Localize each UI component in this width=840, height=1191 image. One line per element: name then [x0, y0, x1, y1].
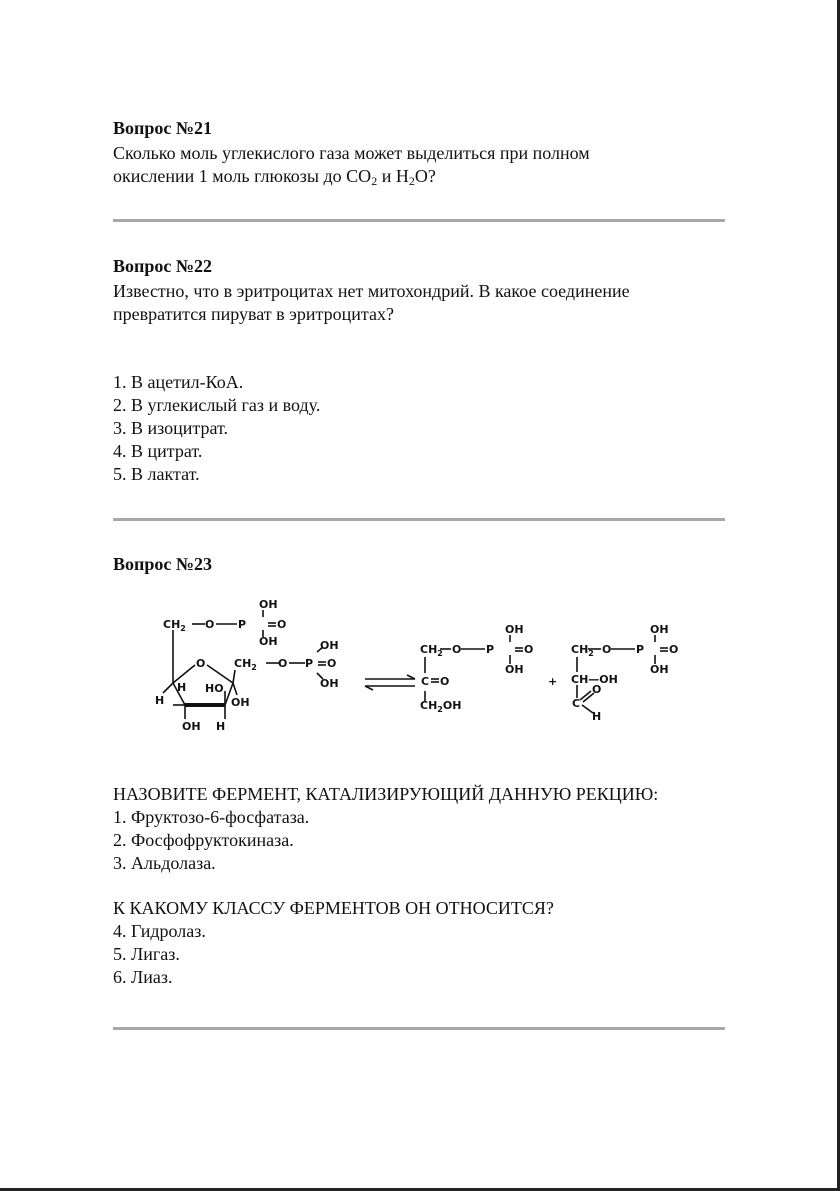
option-4: 4. Гидролаз.: [113, 921, 206, 941]
separator-3: [113, 1027, 725, 1030]
f16bp-oh-1: OH: [259, 598, 278, 611]
f16bp-o-3: O: [278, 657, 288, 670]
question-23-body: [113, 783, 733, 989]
dhap-ch2oh: $CH_2OH$: [420, 699, 462, 714]
f16bp-h-1: H: [177, 681, 187, 694]
dhap-p: P: [486, 643, 495, 656]
option-2: 2. В углекислый газ и воду.: [113, 395, 321, 415]
question-21-title: Вопрос №21: [113, 118, 212, 138]
dhap-c: C: [421, 675, 430, 688]
dhap-oh-1: OH: [505, 623, 524, 636]
enzyme-class-options: [113, 920, 733, 989]
dhap-o-1: O: [452, 643, 462, 656]
dhap-oh-2: OH: [505, 663, 524, 676]
f16bp-p-2: P: [305, 657, 314, 670]
f16bp-h-2: H: [155, 694, 165, 707]
f16bp-oh-2: OH: [259, 635, 278, 648]
f16bp-p-1: P: [238, 618, 247, 631]
question-22: [113, 255, 733, 486]
f16bp-ch2-ring: $CH_2$: [234, 657, 257, 672]
option-5: 5. Лигаз.: [113, 944, 180, 964]
gap-ch2: $CH_2$: [571, 643, 594, 658]
question-21-line-2: окислении 1 моль глюкозы до $CO_2$ и $H_2O$?: [113, 166, 436, 188]
f16bp-o-4: O: [327, 657, 337, 670]
option-4: 4. В цитрат.: [113, 441, 203, 461]
question-22-title: Вопрос №22: [113, 256, 212, 276]
plus-sign: +: [548, 675, 558, 688]
separator-1: [113, 219, 725, 222]
gap-o-1: O: [602, 643, 612, 656]
gap-c: C: [572, 697, 581, 710]
option-2: 2. Фосфофруктокиназа.: [113, 830, 294, 850]
gap-h: H: [592, 710, 602, 723]
f16bp-o-2: O: [277, 618, 287, 631]
option-3: 3. В изоцитрат.: [113, 418, 229, 438]
option-6: 6. Лиаз.: [113, 967, 173, 987]
gap-oh-2: OH: [650, 663, 669, 676]
question-23: [113, 553, 733, 575]
f16bp-oh-3: OH: [320, 639, 339, 652]
separator-2: [113, 518, 725, 521]
f16bp-oh-5: OH: [231, 696, 250, 709]
dhap-o-3: O: [440, 675, 450, 688]
gap-choh: CH—OH: [571, 673, 618, 686]
question-23-title: Вопрос №23: [113, 554, 212, 574]
f16bp-h-3: H: [216, 720, 226, 733]
enzyme-options: [113, 806, 733, 875]
option-3: 3. Альдолаза.: [113, 853, 216, 873]
question-22-line-2: превратится пируват в эритроцитах?: [113, 304, 394, 324]
gap-p: P: [636, 643, 645, 656]
gap-oh-1: OH: [650, 623, 669, 636]
gap-o-3: O: [592, 683, 602, 696]
f16bp-o-1: O: [205, 618, 215, 631]
f16bp-ring-o: O: [196, 657, 206, 670]
f16bp-oh-4: OH: [320, 677, 339, 690]
enzyme-question: НАЗОВИТЕ ФЕРМЕНТ, КАТАЛИЗИРУЮЩИЙ ДАННУЮ РЕКЦИЮ:: [113, 784, 659, 804]
gap-o-2: O: [669, 643, 679, 656]
question-21-line-1: Сколько моль углекислого газа может выделиться при полном: [113, 143, 590, 163]
f16bp-ch2-top: $CH_2$: [163, 618, 186, 633]
option-1: 1. Фруктозо-6-фосфатаза.: [113, 807, 310, 827]
option-5: 5. В лактат.: [113, 464, 200, 484]
enzyme-class-question: К КАКОМУ КЛАССУ ФЕРМЕНТОВ ОН ОТНОСИТСЯ?: [113, 898, 554, 918]
question-22-line-1: Известно, что в эритроцитах нет митохондрий. В какое соединение: [113, 281, 630, 301]
question-22-options: [113, 371, 733, 486]
option-1: 1. В ацетил-КоА.: [113, 372, 244, 392]
dhap-ch2: $CH_2$: [420, 643, 443, 658]
question-21: [113, 117, 733, 188]
f16bp-oh-6: OH: [182, 720, 201, 733]
f16bp-ho: HO: [205, 682, 224, 695]
dhap-o-2: O: [524, 643, 534, 656]
reaction-scheme: [155, 595, 695, 740]
